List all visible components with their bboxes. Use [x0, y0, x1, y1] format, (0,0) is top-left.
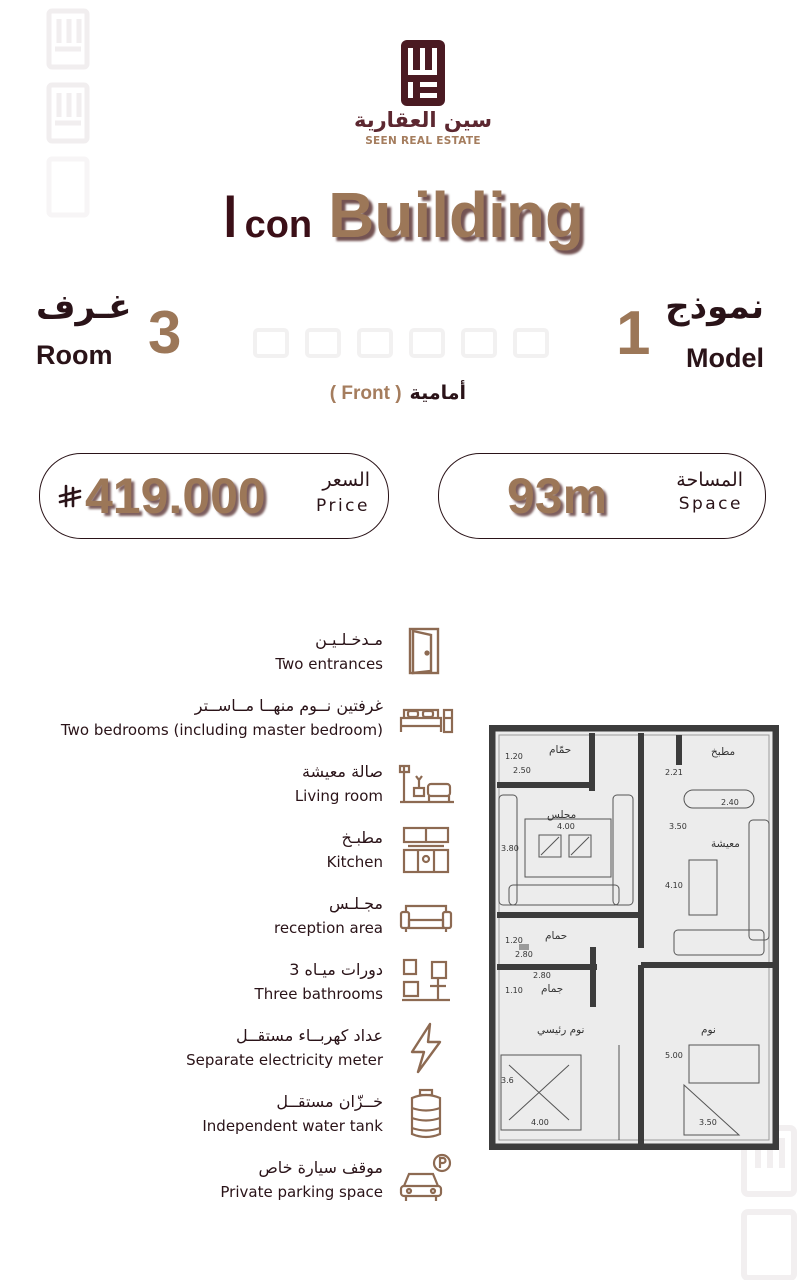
title-letter: I [223, 183, 237, 250]
door-icon [398, 626, 454, 678]
plan-master-bedroom: نوم رئيسي [537, 1024, 585, 1036]
space-label-english: Space [678, 494, 743, 514]
feature-en: Two entrances [275, 655, 383, 673]
kitchen-icon [398, 824, 454, 876]
feature-ar: صالة معيشة [302, 762, 383, 781]
feature-en: Private parking space [220, 1183, 383, 1201]
title-con: con [244, 204, 313, 246]
plan-dim: 4.00 [531, 1118, 549, 1127]
watermark-logo-strip [215, 322, 585, 362]
living-room-icon [398, 758, 454, 810]
feature-en: reception area [273, 919, 383, 937]
feature-bedrooms [0, 696, 383, 739]
floor-plan [489, 725, 779, 1150]
feature-reception [0, 894, 383, 937]
plan-dim: 2.80 [515, 950, 533, 959]
price-label-arabic: السعر [322, 469, 370, 491]
feature-ar: مجـلـس [329, 894, 383, 913]
plan-dim: 2.80 [533, 971, 551, 980]
plan-dim: 3.80 [501, 844, 519, 853]
feature-water-tank [0, 1092, 383, 1135]
feature-ar: 3 دورات ميـاه [289, 960, 383, 979]
brand-name-english: SEEN REAL ESTATE [365, 135, 481, 147]
plan-dim: 2.21 [665, 768, 683, 777]
sofa-icon [398, 890, 454, 942]
plan-bath1: حمّام [549, 744, 572, 756]
rooms-label-arabic: غـرف [36, 287, 132, 327]
feature-entrances [0, 630, 383, 673]
space-label-arabic: المساحة [676, 469, 743, 491]
brand-logo-icon [401, 40, 445, 106]
feature-ar: مـدخـلـيـن [315, 630, 383, 649]
rooms-label-english: Room [36, 340, 113, 370]
plan-kitchen: مطبخ [711, 746, 736, 758]
feature-ar: عداد كهربــاء مستقــل [236, 1026, 383, 1045]
plan-dim: 3.6 [501, 1076, 514, 1085]
space-value: 93m [507, 468, 608, 524]
parking-car-icon [398, 1152, 454, 1204]
plan-dim: 4.00 [557, 822, 575, 831]
plan-dim: 1.10 [505, 986, 523, 995]
title-building: Building [328, 179, 585, 251]
feature-kitchen [0, 828, 383, 871]
plan-dim: 1.20 [505, 752, 523, 761]
plan-bedroom: نوم [701, 1024, 716, 1036]
feature-ar: خــزّان مستقــل [276, 1092, 383, 1111]
rooms-count: 3 [148, 299, 182, 366]
bed-icon [398, 692, 454, 744]
brand-name-arabic: سين العقارية [353, 108, 493, 132]
building-title [0, 178, 806, 268]
feature-en: Three bathrooms [254, 985, 383, 1003]
feature-living-room [0, 762, 383, 805]
plan-majlis: مجلس [547, 809, 577, 821]
plan-dim: 1.20 [505, 936, 523, 945]
model-number: 1 [616, 299, 651, 368]
plan-dim: 2.40 [721, 798, 739, 807]
bathroom-icon [398, 956, 454, 1008]
feature-en: Separate electricity meter [186, 1051, 383, 1069]
plan-bath3: جمام [541, 983, 564, 995]
facing-label [250, 382, 466, 405]
feature-en: Kitchen [326, 853, 383, 871]
facing-english: ( Front ) [329, 383, 402, 404]
feature-ar: غرفتين نــوم منهــا مــاســتر [194, 696, 383, 715]
feature-en: Living room [294, 787, 383, 805]
model-label-arabic: نموذج [665, 287, 764, 327]
plan-dim: 5.00 [665, 1051, 683, 1060]
plan-dim: 3.50 [699, 1118, 717, 1127]
feature-en: Two bedrooms (including master bedroom) [60, 721, 383, 739]
model-label-english: Model [686, 343, 764, 373]
plan-dim: 4.10 [665, 881, 683, 890]
feature-ar: موقف سيارة خاص [258, 1158, 383, 1177]
plan-bath2: حمام [545, 930, 568, 942]
price-value: 419.000 [85, 468, 266, 524]
plan-living: معيشة [711, 838, 740, 850]
water-tank-icon [398, 1088, 454, 1140]
lightning-icon [398, 1022, 454, 1074]
feature-en: Independent water tank [202, 1117, 383, 1135]
saudi-riyal-icon [58, 484, 82, 512]
feature-ar: مطبـخ [341, 828, 383, 847]
feature-bathrooms [0, 960, 383, 1003]
feature-electricity [0, 1026, 383, 1069]
feature-parking [0, 1158, 383, 1201]
facing-arabic: أمامية [409, 382, 466, 404]
plan-dim: 2.50 [513, 766, 531, 775]
plan-dim: 3.50 [669, 822, 687, 831]
price-label-english: Price [316, 496, 370, 516]
